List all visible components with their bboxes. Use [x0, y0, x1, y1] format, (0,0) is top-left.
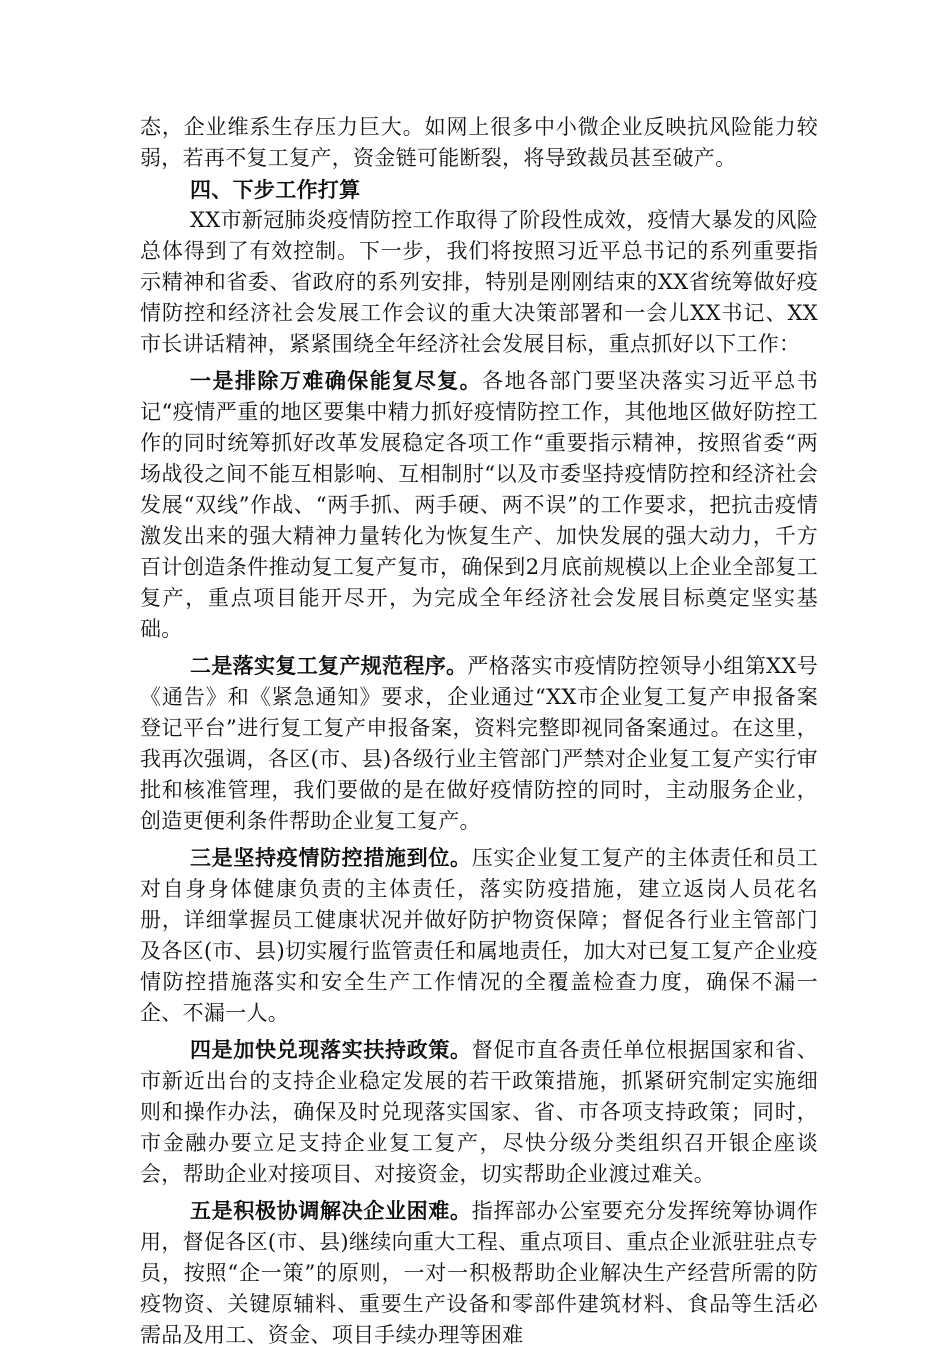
item-4-body: 督促市直各责任单位根据国家和省、市新近出台的支持企业稳定发展的若干政策措施，抓紧研究制定实施细则和操作办法，确保及时兑现落实国家、省、市各项支持政策；同时，市金融办要立足支持企业复工复产，尽快分级分类组织召开银企座谈会，帮助企业对接项目、对接资金，切实帮助企业渡过难关。 [140, 1038, 818, 1186]
item-5-lead: 五是积极协调解决企业困难。 [190, 1198, 472, 1223]
item-2-body: 严格落实市疫情防控领导小组第XX号《通告》和《紧急通知》要求，企业通过“XX市企业复工复产申报备案登记平台”进行复工复产申报备案，资料完整即视同备案通过。在这里，我再次强调，各区(市、县)各级行业主管部门严禁对企业复工复产实行审批和核准管理，我们要做的是在做好疫情防控的同时，主动服务企业，创造更便利条件帮助企业复工复产。 [140, 654, 819, 833]
item-3-body: 压实企业复工复产的主体责任和员工对自身身体健康负责的主体责任，落实防疫措施，建立返岗人员花名册，详细掌握员工健康状况并做好防护物资保障；督促各行业主管部门及各区(市、县)切实履行监管责任和属地责任，加大对已复工复产企业疫情防控措施落实和安全生产工作情况的全覆盖检查力度，确保不漏一企、不漏一人。 [140, 846, 818, 1025]
paragraph-item-3 [140, 842, 818, 1029]
paragraph-item-5 [140, 1195, 818, 1351]
paragraph-intro: XX市新冠肺炎疫情防控工作取得了阶段性成效，疫情大暴发的风险总体得到了有效控制。下一步，我们将按照习近平总书记的系列重要指示精神和省委、省政府的系列安排，特别是刚刚结束的XX省统筹做好疫情防控和经济社会发展工作会议的重大决策部署和一会儿XX书记、XX市长讲话精神，紧紧围绕全年经济社会发展目标，重点抓好以下工作： [140, 208, 818, 356]
item-3-lead: 三是坚持疫情防控措施到位。 [190, 845, 472, 870]
section-heading-next-steps: 四、下步工作打算 [190, 177, 361, 202]
paragraph-item-4 [140, 1034, 818, 1190]
paragraph-item-1 [140, 365, 818, 645]
item-1-lead: 一是排除万难确保能复尽复。 [190, 368, 483, 393]
paragraph-item-2 [140, 650, 818, 837]
item-1-body: 各地各部门要坚决落实习近平总书记“疫情严重的地区要集中精力抓好疫情防控工作，其他地区做好防控工作的同时统筹抓好改革发展稳定各项工作“重要指示精神，按照省委“两场战役之间不能互相影响、互相制肘“以及市委坚持疫情防控和经济社会发展“双线”作战、“两手抓、两手硬、两不误”的工作要求，把抗击疫情激发出来的强大精神力量转化为恢复生产、加快发展的强大动力，千方百计创造条件推动复工复产复市，确保到2月底前规模以上企业全部复工复产，重点项目能开尽开，为完成全年经济社会发展目标奠定坚实基础。 [140, 369, 819, 641]
item-4-lead: 四是加快兑现落实扶持政策。 [190, 1037, 472, 1062]
item-5-body: 指挥部办公室要充分发挥统筹协调作用，督促各区(市、县)继续向重大工程、重点项目、重点企业派驻驻点专员，按照“企一策”的原则，一对一积极帮助企业解决生产经营所需的防疫物资、关键原辅料、重要生产设备和零部件建筑材料、食品等生活必需品及用工、资金、项目手续办理等困难 [140, 1199, 818, 1347]
paragraph-continuation: 态，企业维系生存压力巨大。如网上很多中小微企业反映抗风险能力较弱，若再不复工复产，资金链可能断裂，将导致裁员甚至破产。 [140, 115, 818, 170]
item-2-lead: 二是落实复工复产规范程序。 [190, 653, 468, 678]
document-page [140, 112, 818, 1351]
